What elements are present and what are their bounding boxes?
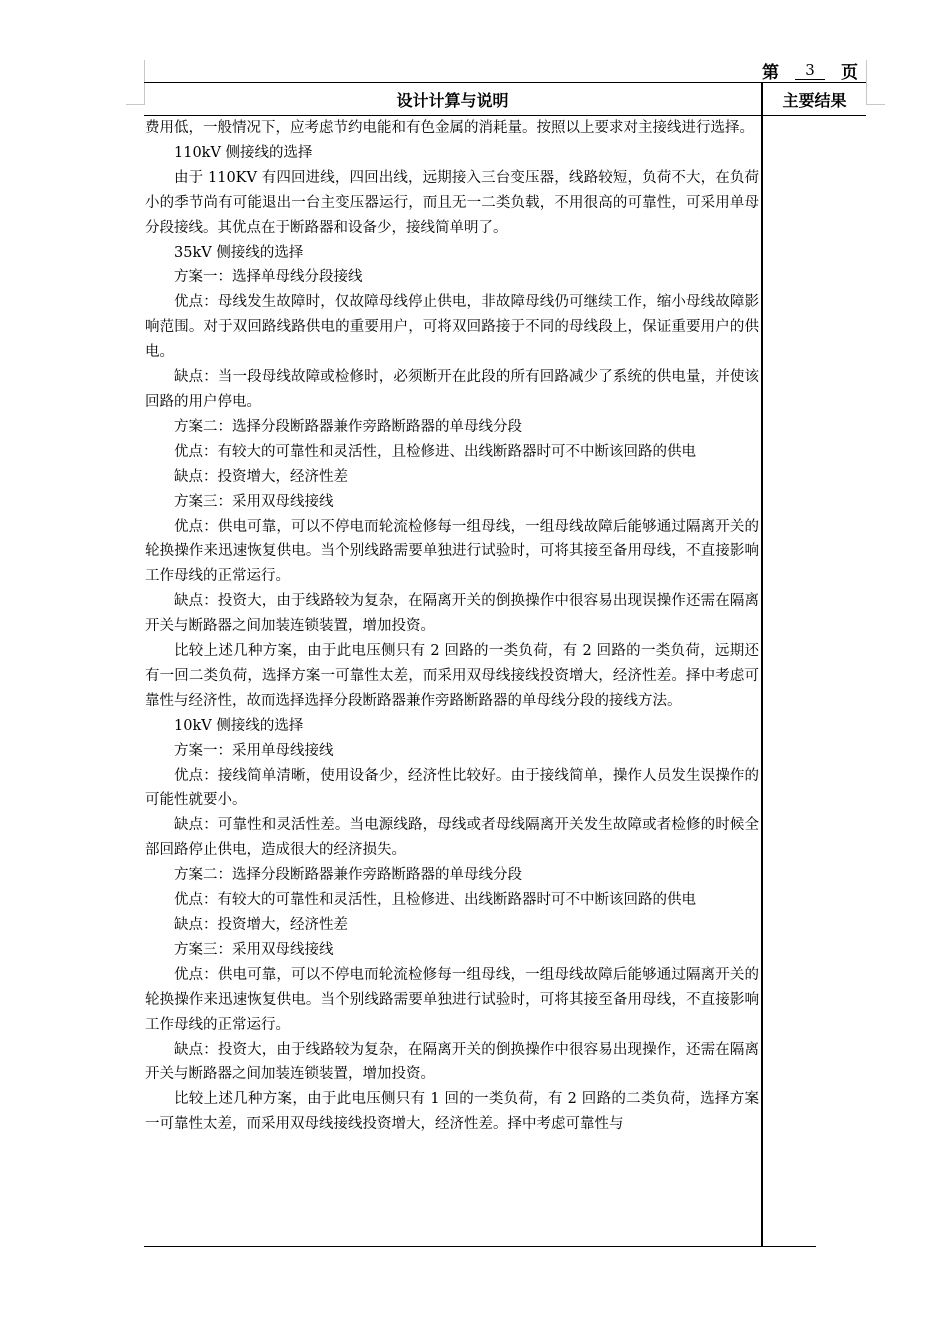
paragraph: 方案二：选择分段断路器兼作旁路断路器的单母线分段 [174,418,522,435]
paragraph: 缺点：可靠性和灵活性差。当电源线路，母线或者母线隔离开关发生故障或者检修的时候全部回路停止供电，造成很大的经济损失。 [145,817,759,859]
paragraph: 10kV 侧接线的选择 [174,717,304,734]
paragraph: 优点：有较大的可靠性和灵活性，且检修进、出线断路器时可不中断该回路的供电 [174,892,696,909]
page-number [762,58,858,82]
paragraph: 缺点：投资增大，经济性差 [174,917,348,933]
paragraph: 方案三：采用双母线接线 [174,493,334,510]
paragraph: 110kV 侧接线的选择 [174,144,313,161]
paragraph: 缺点：投资大，由于线路较为复杂，在隔离开关的倒换操作中很容易出现误操作还需在隔离开关与断路器之间加装连锁装置，增加投资。 [145,593,759,635]
paragraph: 优点：接线简单清晰，使用设备少，经济性比较好。由于接线简单，操作人员发生误操作的可能性就要小。 [145,767,759,809]
paragraph: 优点：供电可靠，可以不停电而轮流检修每一组母线，一组母线故障后能够通过隔离开关的轮换操作来迅速恢复供电。当个别线路需要单独进行试验时，可将其接至备用母线，不直接影响工作母线的正常运行。 [145,966,759,1033]
crop-mark-left [126,60,145,105]
paragraph: 比较上述几种方案，由于此电压侧只有 2 回路的一类负荷，有 2 回路的一类负荷，远期还有一回二类负荷，选择方案一可靠性太差，而采用双母线接线投资增大，经济性差。择中考虑可靠性与经济性，故而选择选择分段断路器兼作旁路断路器的单母线分段的接线方法。 [145,643,759,709]
header-side-title: 主要结果 [782,90,847,110]
paragraph: 优点：母线发生故障时，仅故障母线停止供电，非故障母线仍可继续工作，缩小母线故障影响范围。对于双回路线路供电的重要用户，可将双回路接于不同的母线段上，保证重要用户的供电。 [145,294,759,361]
paragraph: 由于 110KV 有四回进线，四回出线，远期接入三台变压器，线路较短，负荷不大，在负荷小的季节尚有可能退出一台主变压器运行，而且无一二类负载，不用很高的可靠性，可采用单母分段接线。其优点在于断路器和设备少，接线简单明了。 [145,169,759,236]
paragraph: 费用低，一般情况下，应考虑节约电能和有色金属的消耗量。按照以上要求对主接线进行选择。 [145,120,754,136]
bottom-rule [144,1246,816,1247]
page-number-value: 3 [795,61,825,80]
paragraph: 方案三：采用双母线接线 [174,941,334,958]
page-number-suffix: 页 [840,62,858,83]
paragraph: 35kV 侧接线的选择 [174,244,304,261]
body-text [145,116,759,1137]
paragraph: 缺点：投资大，由于线路较为复杂，在隔离开关的倒换操作中很容易出现操作，还需在隔离开关与断路器之间加装连锁装置，增加投资。 [145,1041,759,1083]
paragraph: 缺点：投资增大，经济性差 [174,468,348,485]
column-divider [761,82,763,1246]
paragraph: 优点：有较大的可靠性和灵活性，且检修进、出线断路器时可不中断该回路的供电 [174,443,696,460]
paragraph: 缺点：当一段母线故障或检修时，必须断开在此段的所有回路减少了系统的供电量，并使该回路的用户停电。 [145,369,759,410]
paragraph: 比较上述几种方案，由于此电压侧只有 1 回的一类负荷，有 2 回路的二类负荷，选择方案一可靠性太差，而采用双母线接线投资增大，经济性差。择中考虑可靠性与 [145,1091,759,1133]
page-number-prefix: 第 [762,62,779,83]
paragraph: 方案一：选择单母线分段接线 [174,269,363,286]
paragraph: 优点：供电可靠，可以不停电而轮流检修每一组母线，一组母线故障后能够通过隔离开关的轮换操作来迅速恢复供电。当个别线路需要单独进行试验时，可将其接至备用母线，不直接影响工作母线的正常运行。 [145,518,759,585]
header-top-rule [144,82,866,83]
crop-mark-right [866,60,885,105]
paragraph: 方案二：选择分段断路器兼作旁路断路器的单母线分段 [174,867,522,884]
header-main-title: 设计计算与说明 [396,90,509,110]
paragraph: 方案一：采用单母线接线 [174,742,334,759]
